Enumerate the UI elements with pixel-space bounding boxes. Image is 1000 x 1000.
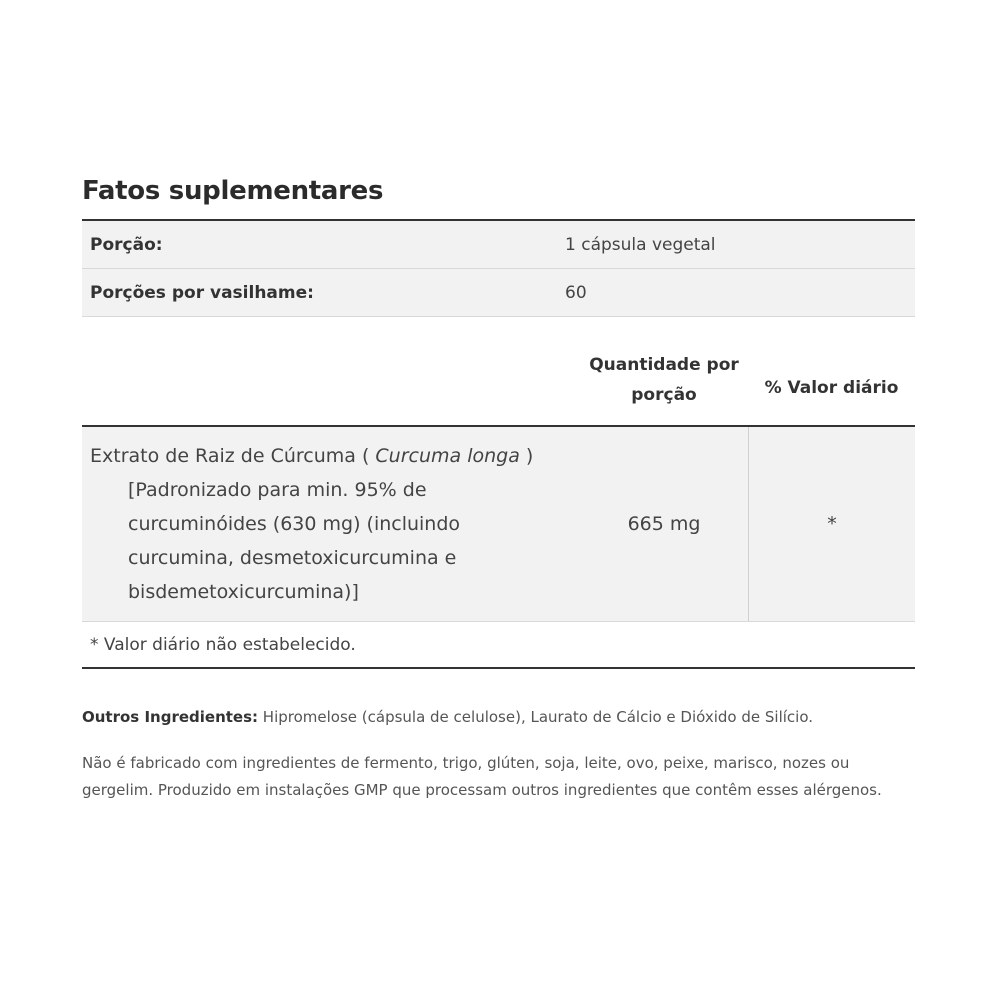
servings-per-container-row bbox=[82, 269, 915, 317]
header-daily-value: % Valor diário bbox=[764, 377, 899, 398]
header-name-cell bbox=[82, 350, 580, 425]
ingredient-latin-name: Curcuma longa bbox=[375, 445, 520, 467]
serving-size-value: 1 cápsula vegetal bbox=[565, 234, 716, 255]
serving-info-table bbox=[82, 219, 915, 317]
servings-per-container-value: 60 bbox=[565, 282, 587, 303]
ingredient-name-suffix: ) bbox=[519, 445, 534, 467]
header-amount-line1: Quantidade por bbox=[589, 355, 739, 375]
ingredient-detail-line: curcumina, desmetoxicurcumina e bbox=[128, 547, 457, 569]
servings-per-container-label: Porções por vasilhame: bbox=[90, 282, 314, 303]
nutrient-table-header bbox=[82, 350, 915, 427]
daily-value-footnote: * Valor diário não estabelecido. bbox=[82, 622, 915, 669]
ingredient-name-cell bbox=[82, 427, 580, 621]
header-amount bbox=[580, 350, 748, 425]
other-ingredients-text: Hipromelose (cápsula de celulose), Laurato de Cálcio e Dióxido de Silício. bbox=[258, 708, 814, 726]
other-ingredients-label: Outros Ingredientes: bbox=[82, 708, 259, 726]
serving-size-row bbox=[82, 221, 915, 269]
page-title: Fatos suplementares bbox=[82, 176, 384, 206]
serving-size-label: Porção: bbox=[90, 234, 163, 255]
nutrient-table bbox=[82, 350, 915, 669]
ingredient-detail-line: [Padronizado para min. 95% de bbox=[128, 479, 427, 501]
ingredient-name bbox=[90, 439, 580, 473]
supplement-facts-panel bbox=[82, 176, 915, 804]
ingredient-amount: 665 mg bbox=[580, 427, 749, 621]
header-amount-line2: porção bbox=[631, 385, 697, 405]
allergen-notice: Não é fabricado com ingredientes de fermento, trigo, glúten, soja, leite, ovo, peixe, marisco, nozes ou gergelim. Produzido em instalações GMP que processam outros ingredientes que contêm esses alérgenos. bbox=[82, 754, 882, 799]
ingredient-detail-line: bisdemetoxicurcumina)] bbox=[128, 581, 359, 603]
nutrient-row bbox=[82, 427, 915, 622]
ingredient-detail-line: curcuminóides (630 mg) (incluindo bbox=[128, 513, 461, 535]
ingredient-name-prefix: Extrato de Raiz de Cúrcuma ( bbox=[90, 445, 376, 467]
ingredient-daily-value: * bbox=[827, 513, 837, 535]
other-ingredients bbox=[82, 704, 915, 731]
